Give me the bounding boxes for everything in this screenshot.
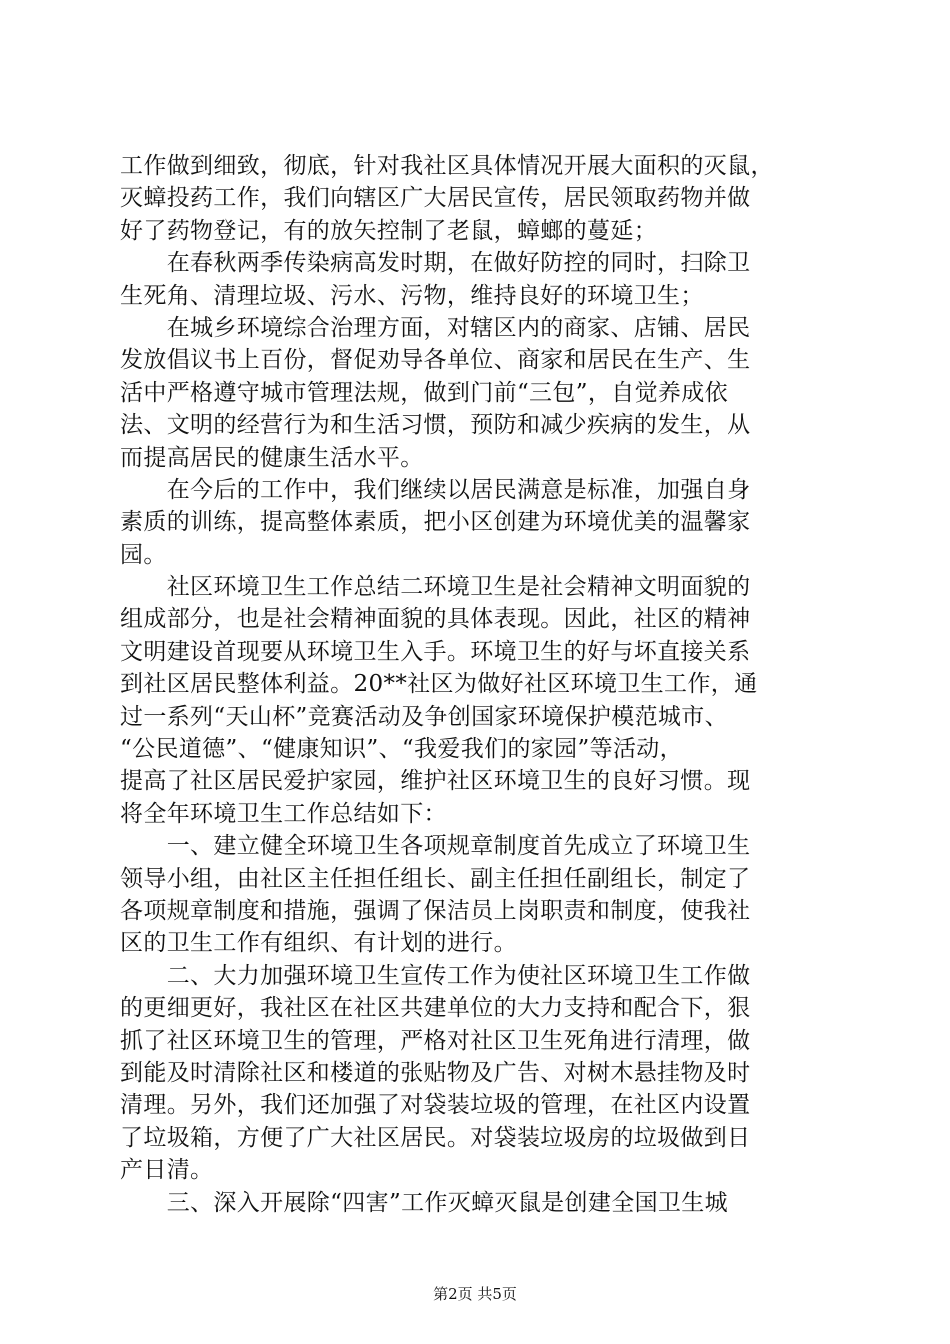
text-line: 将全年环境卫生工作总结如下： xyxy=(120,800,447,827)
text-line: 各项规章制度和措施，强调了保洁员上岗职责和制度，使我社 xyxy=(120,897,751,924)
text-line: 的更细更好，我社区在社区共建单位的大力支持和配合下，狠 xyxy=(120,995,751,1022)
text-line: 到能及时清除社区和楼道的张贴物及广告、对树木悬挂物及时 xyxy=(120,1059,751,1086)
text-line: 区的卫生工作有组织、有计划的进行。 xyxy=(120,930,517,957)
document-body xyxy=(120,150,840,1219)
text-line: 一、建立健全环境卫生各项规章制度首先成立了环境卫生 xyxy=(120,833,751,860)
text-line: 生死角、清理垃圾、污水、污物，维持良好的环境卫生； xyxy=(120,282,704,309)
text-line: 抓了社区环境卫生的管理，严格对社区卫生死角进行清理，做 xyxy=(120,1027,751,1054)
text-line: 在春秋两季传染病高发时期，在做好防控的同时，扫除卫 xyxy=(120,250,751,277)
text-line: 发放倡议书上百份，督促劝导各单位、商家和居民在生产、生 xyxy=(120,347,751,374)
text-line: 好了药物登记，有的放矢控制了老鼠，蟑螂的蔓延； xyxy=(120,217,658,244)
text-line: 组成部分，也是社会精神面貌的具体表现。因此，社区的精神 xyxy=(120,606,751,633)
text-line: 在今后的工作中，我们继续以居民满意是标准，加强自身 xyxy=(120,476,751,503)
text-line: 到社区居民整体利益。20**社区为做好社区环境卫生工作，通 xyxy=(120,671,758,698)
text-line: 领导小组，由社区主任担任组长、副主任担任副组长，制定了 xyxy=(120,865,751,892)
text-line: 产日清。 xyxy=(120,1157,214,1184)
text-line: 过一系列“天山杯”竞赛活动及争创国家环境保护模范城市、 xyxy=(120,703,728,730)
text-line: 园。 xyxy=(120,541,167,568)
text-line: 三、深入开展除“四害”工作灭蟑灭鼠是创建全国卫生城 xyxy=(120,1189,728,1216)
text-line: 在城乡环境综合治理方面，对辖区内的商家、店铺、居民 xyxy=(120,314,751,341)
text-line: 社区环境卫生工作总结二环境卫生是社会精神文明面貌的 xyxy=(120,574,751,601)
text-line: 提高了社区居民爱护家园，维护社区环境卫生的良好习惯。现 xyxy=(120,768,751,795)
text-line: 素质的训练，提高整体素质，把小区创建为环境优美的温馨家 xyxy=(120,509,751,536)
text-line: 了垃圾箱，方便了广大社区居民。对袋装垃圾房的垃圾做到日 xyxy=(120,1124,751,1151)
text-line: 灭蟑投药工作，我们向辖区广大居民宣传，居民领取药物并做 xyxy=(120,185,751,212)
text-line: 而提高居民的健康生活水平。 xyxy=(120,444,424,471)
page-number-footer: 第2页 共5页 xyxy=(433,1285,517,1303)
text-line: “公民道德”、“健康知识”、“我爱我们的家园”等活动， xyxy=(120,736,683,763)
text-line: 工作做到细致，彻底，针对我社区具体情况开展大面积的灭鼠， xyxy=(120,153,774,179)
text-line: 文明建设首现要从环境卫生入手。环境卫生的好与坏直接关系 xyxy=(120,638,751,665)
text-line: 清理。另外，我们还加强了对袋装垃圾的管理，在社区内设置 xyxy=(120,1092,751,1119)
text-line: 活中严格遵守城市管理法规，做到门前“三包”，自觉养成依 xyxy=(120,379,728,406)
text-line: 法、文明的经营行为和生活习惯，预防和减少疾病的发生，从 xyxy=(120,412,751,439)
text-line: 二、大力加强环境卫生宣传工作为使社区环境卫生工作做 xyxy=(120,962,751,989)
